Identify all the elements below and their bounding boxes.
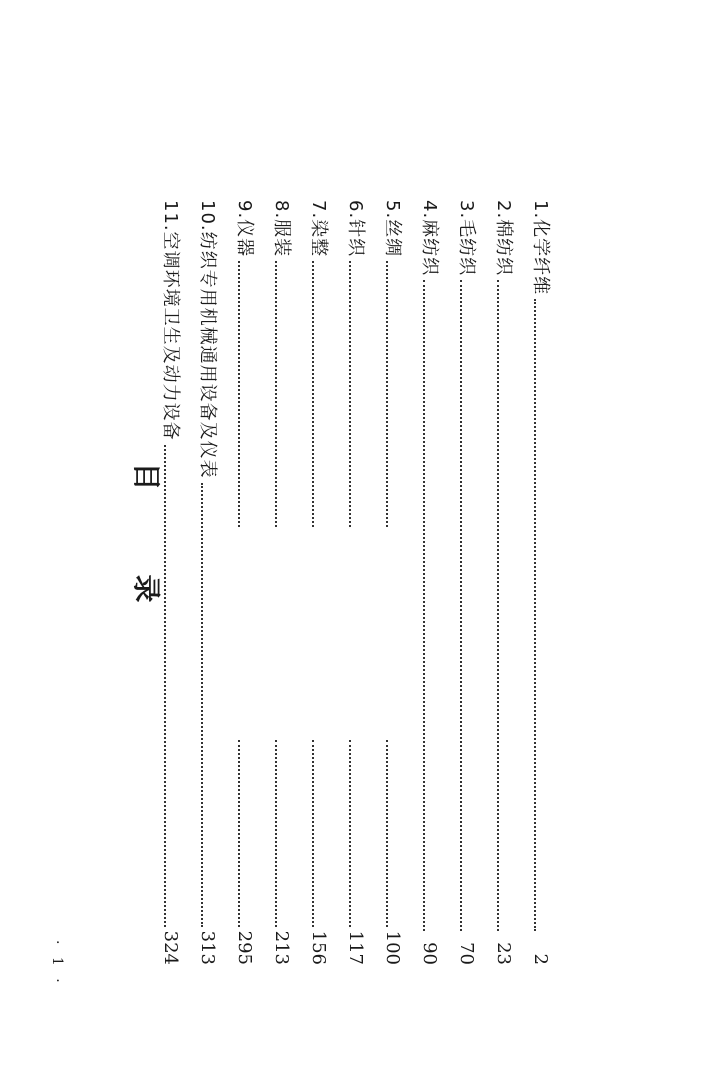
- toc-entry-9: [231, 200, 257, 965]
- toc-leader-dots: [275, 261, 276, 926]
- toc-entry-label: 2.棉纺织: [493, 200, 514, 277]
- toc-entry-page: 23: [493, 942, 514, 965]
- toc-entry-5: [379, 200, 405, 965]
- toc-entry-3: [453, 200, 479, 965]
- toc-entry-label: 8.服装: [271, 200, 292, 258]
- toc-entry-7: [305, 200, 331, 965]
- toc-entry-label: 7.染整: [308, 200, 329, 258]
- toc-entry-page: 100: [382, 930, 403, 965]
- title-char-2: 录: [130, 574, 163, 603]
- toc-entry-page: 2: [530, 953, 551, 965]
- toc-entry-1: [527, 200, 553, 965]
- toc-leader-dots: [201, 483, 204, 927]
- toc-leader-dots: [534, 299, 537, 931]
- toc-entry-page: 90: [419, 942, 440, 965]
- toc-entry-label: 3.毛纺织: [456, 200, 477, 277]
- toc-entry-8: [268, 200, 294, 965]
- toc-entry-6: [342, 200, 368, 965]
- toc-entry-page: 324: [160, 930, 181, 965]
- toc-entry-10: [194, 200, 220, 965]
- toc-entry-page: 117: [345, 930, 366, 965]
- toc-entry-label: 11.空调环境卫生及动力设备: [160, 200, 181, 441]
- toc-leader-dots: [386, 261, 387, 926]
- toc-entry-label: 5.丝绸: [382, 200, 403, 258]
- toc-leader-dots: [423, 280, 426, 931]
- toc-entry-page: 295: [234, 930, 255, 965]
- page-number: · 1 ·: [49, 940, 65, 987]
- toc-entry-page: 313: [197, 930, 218, 965]
- toc-leader-dots: [349, 261, 350, 926]
- toc-entry-2: [490, 200, 516, 965]
- toc-entry-11: [157, 200, 183, 965]
- toc-entry-page: 156: [308, 930, 329, 965]
- toc-entry-page: 213: [271, 930, 292, 965]
- toc-entry-page: 70: [456, 942, 477, 965]
- toc-leader-dots: [238, 261, 239, 926]
- toc-entry-label: 9.仪器: [234, 200, 255, 258]
- toc-entry-label: 10.纺织专用机械通用设备及仪表: [197, 200, 218, 479]
- toc-entry-label: 6.针织: [345, 200, 366, 258]
- title-char-1: 目: [130, 462, 163, 491]
- toc-leader-dots: [164, 445, 167, 927]
- toc-entry-label: 4.麻纺织: [419, 200, 440, 277]
- toc-leader-dots: [497, 280, 500, 931]
- toc-leader-dots: [460, 280, 463, 931]
- toc-leader-dots: [312, 261, 313, 926]
- toc-entry-4: [416, 200, 442, 965]
- toc-entry-label: 1.化学纤维: [530, 200, 551, 296]
